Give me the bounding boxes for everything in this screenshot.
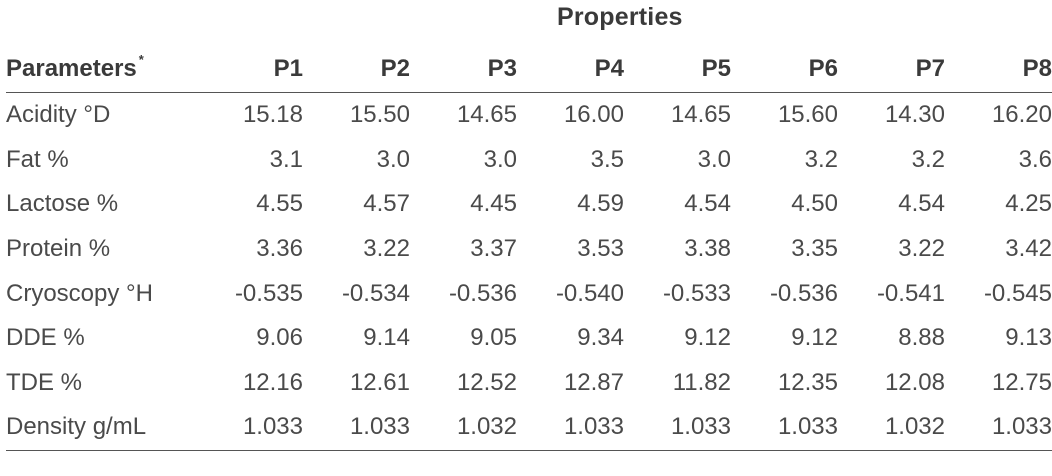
row-label: Protein % [6,235,111,263]
column-header-p5: P5 [624,46,731,93]
table-row [6,316,1052,361]
table-cell-p3: 9.05 [470,324,517,352]
column-header-p3: P3 [410,46,517,93]
table-cell-p4: 12.87 [563,368,624,396]
column-header-p4: P4 [517,46,624,93]
table-cell-p4: 1.033 [517,405,624,450]
table-cell-p2: -0.534 [341,279,410,307]
parameters-header-label: Parameters [6,55,137,82]
row-label: Acidity °D [6,101,111,129]
properties-table [6,46,1052,451]
table-cell-p4: 9.34 [577,324,624,352]
row-label: Lactose % [6,190,119,218]
table-cell-p8: 16.20 [991,101,1052,129]
table-cell-p8: 3.42 [1005,235,1052,263]
table-cell-p8: 1.033 [945,405,1052,450]
row-label: DDE % [6,324,85,352]
column-header-p8: P8 [945,46,1052,93]
column-header-p7: P7 [838,46,945,93]
table-cell-p6: -0.536 [769,279,838,307]
table-cell-p7: -0.541 [876,279,945,307]
table-cell-p1: 3.1 [269,145,303,173]
table-cell-p1: -0.535 [234,279,303,307]
row-label: Cryoscopy °H [6,279,153,307]
table-row [6,227,1052,272]
table-cell-p8: -0.545 [983,279,1052,307]
column-header-p6: P6 [731,46,838,93]
table-cell-p1: 12.16 [242,368,303,396]
table-cell-p8: 4.25 [1005,190,1052,218]
table-cell-p6: 1.033 [731,405,838,450]
table-cell-p6: 15.60 [777,101,838,129]
table-cell-p6: 3.2 [804,145,838,173]
table-cell-p3: 3.37 [470,235,517,263]
table-cell-p7: 1.032 [838,405,945,450]
header-row [6,46,1052,93]
parameters-header-footnote-mark: * [138,52,144,67]
table-cell-p4: 4.59 [577,190,624,218]
table-cell-p2: 4.57 [363,190,410,218]
table-cell-p2: 1.033 [303,405,410,450]
row-label: TDE % [6,368,83,396]
properties-header: Properties [557,3,683,31]
table-cell-p6: 12.35 [777,368,838,396]
table-row [6,271,1052,316]
table-cell-p7: 12.08 [884,368,945,396]
table-cell-p3: 14.65 [456,101,517,129]
table-row [6,405,1052,450]
table-cell-p6: 9.12 [791,324,838,352]
table-cell-p1: 15.18 [242,101,303,129]
table-cell-p3: 12.52 [456,368,517,396]
table-cell-p7: 3.2 [911,145,945,173]
table-cell-p3: 1.032 [410,405,517,450]
row-label: Fat % [6,145,69,173]
table-cell-p3: 4.45 [470,190,517,218]
table-cell-p5: 11.82 [672,368,731,396]
table-cell-p8: 12.75 [991,368,1052,396]
table-cell-p2: 3.0 [376,145,410,173]
table-cell-p6: 3.35 [791,235,838,263]
table-row [6,361,1052,406]
table-cell-p4: 3.53 [577,235,624,263]
table-cell-p6: 4.50 [791,190,838,218]
table-cell-p1: 9.06 [256,324,303,352]
table-cell-p5: 14.65 [670,101,731,129]
table-cell-p7: 8.88 [898,324,945,352]
parameters-header [6,46,196,93]
table-cell-p5: 4.54 [684,190,731,218]
table-cell-p2: 15.50 [349,101,410,129]
table-cell-p7: 4.54 [898,190,945,218]
table-cell-p7: 14.30 [884,101,945,129]
table-cell-p5: 9.12 [684,324,731,352]
table-cell-p7: 3.22 [898,235,945,263]
table-cell-p5: -0.533 [662,279,731,307]
table-body [6,93,1052,451]
table-cell-p4: 16.00 [563,101,624,129]
table-cell-p2: 12.61 [349,368,410,396]
table-cell-p5: 3.0 [697,145,731,173]
table-cell-p8: 9.13 [1005,324,1052,352]
table-cell-p1: 3.36 [256,235,303,263]
column-header-p2: P2 [303,46,410,93]
column-header-p1: P1 [196,46,303,93]
table-cell-p2: 9.14 [363,324,410,352]
table-cell-p1: 1.033 [196,405,303,450]
table-row [6,138,1052,183]
table-cell-p8: 3.6 [1018,145,1052,173]
table-cell-p1: 4.55 [256,190,303,218]
table-cell-p4: 3.5 [590,145,624,173]
row-label: Density g/mL [6,405,196,450]
table-cell-p3: 3.0 [483,145,517,173]
table-cell-p2: 3.22 [363,235,410,263]
table-cell-p4: -0.540 [555,279,624,307]
table-cell-p5: 1.033 [624,405,731,450]
table-cell-p3: -0.536 [448,279,517,307]
table-cell-p5: 3.38 [684,235,731,263]
table-row [6,182,1052,227]
table-row [6,93,1052,138]
